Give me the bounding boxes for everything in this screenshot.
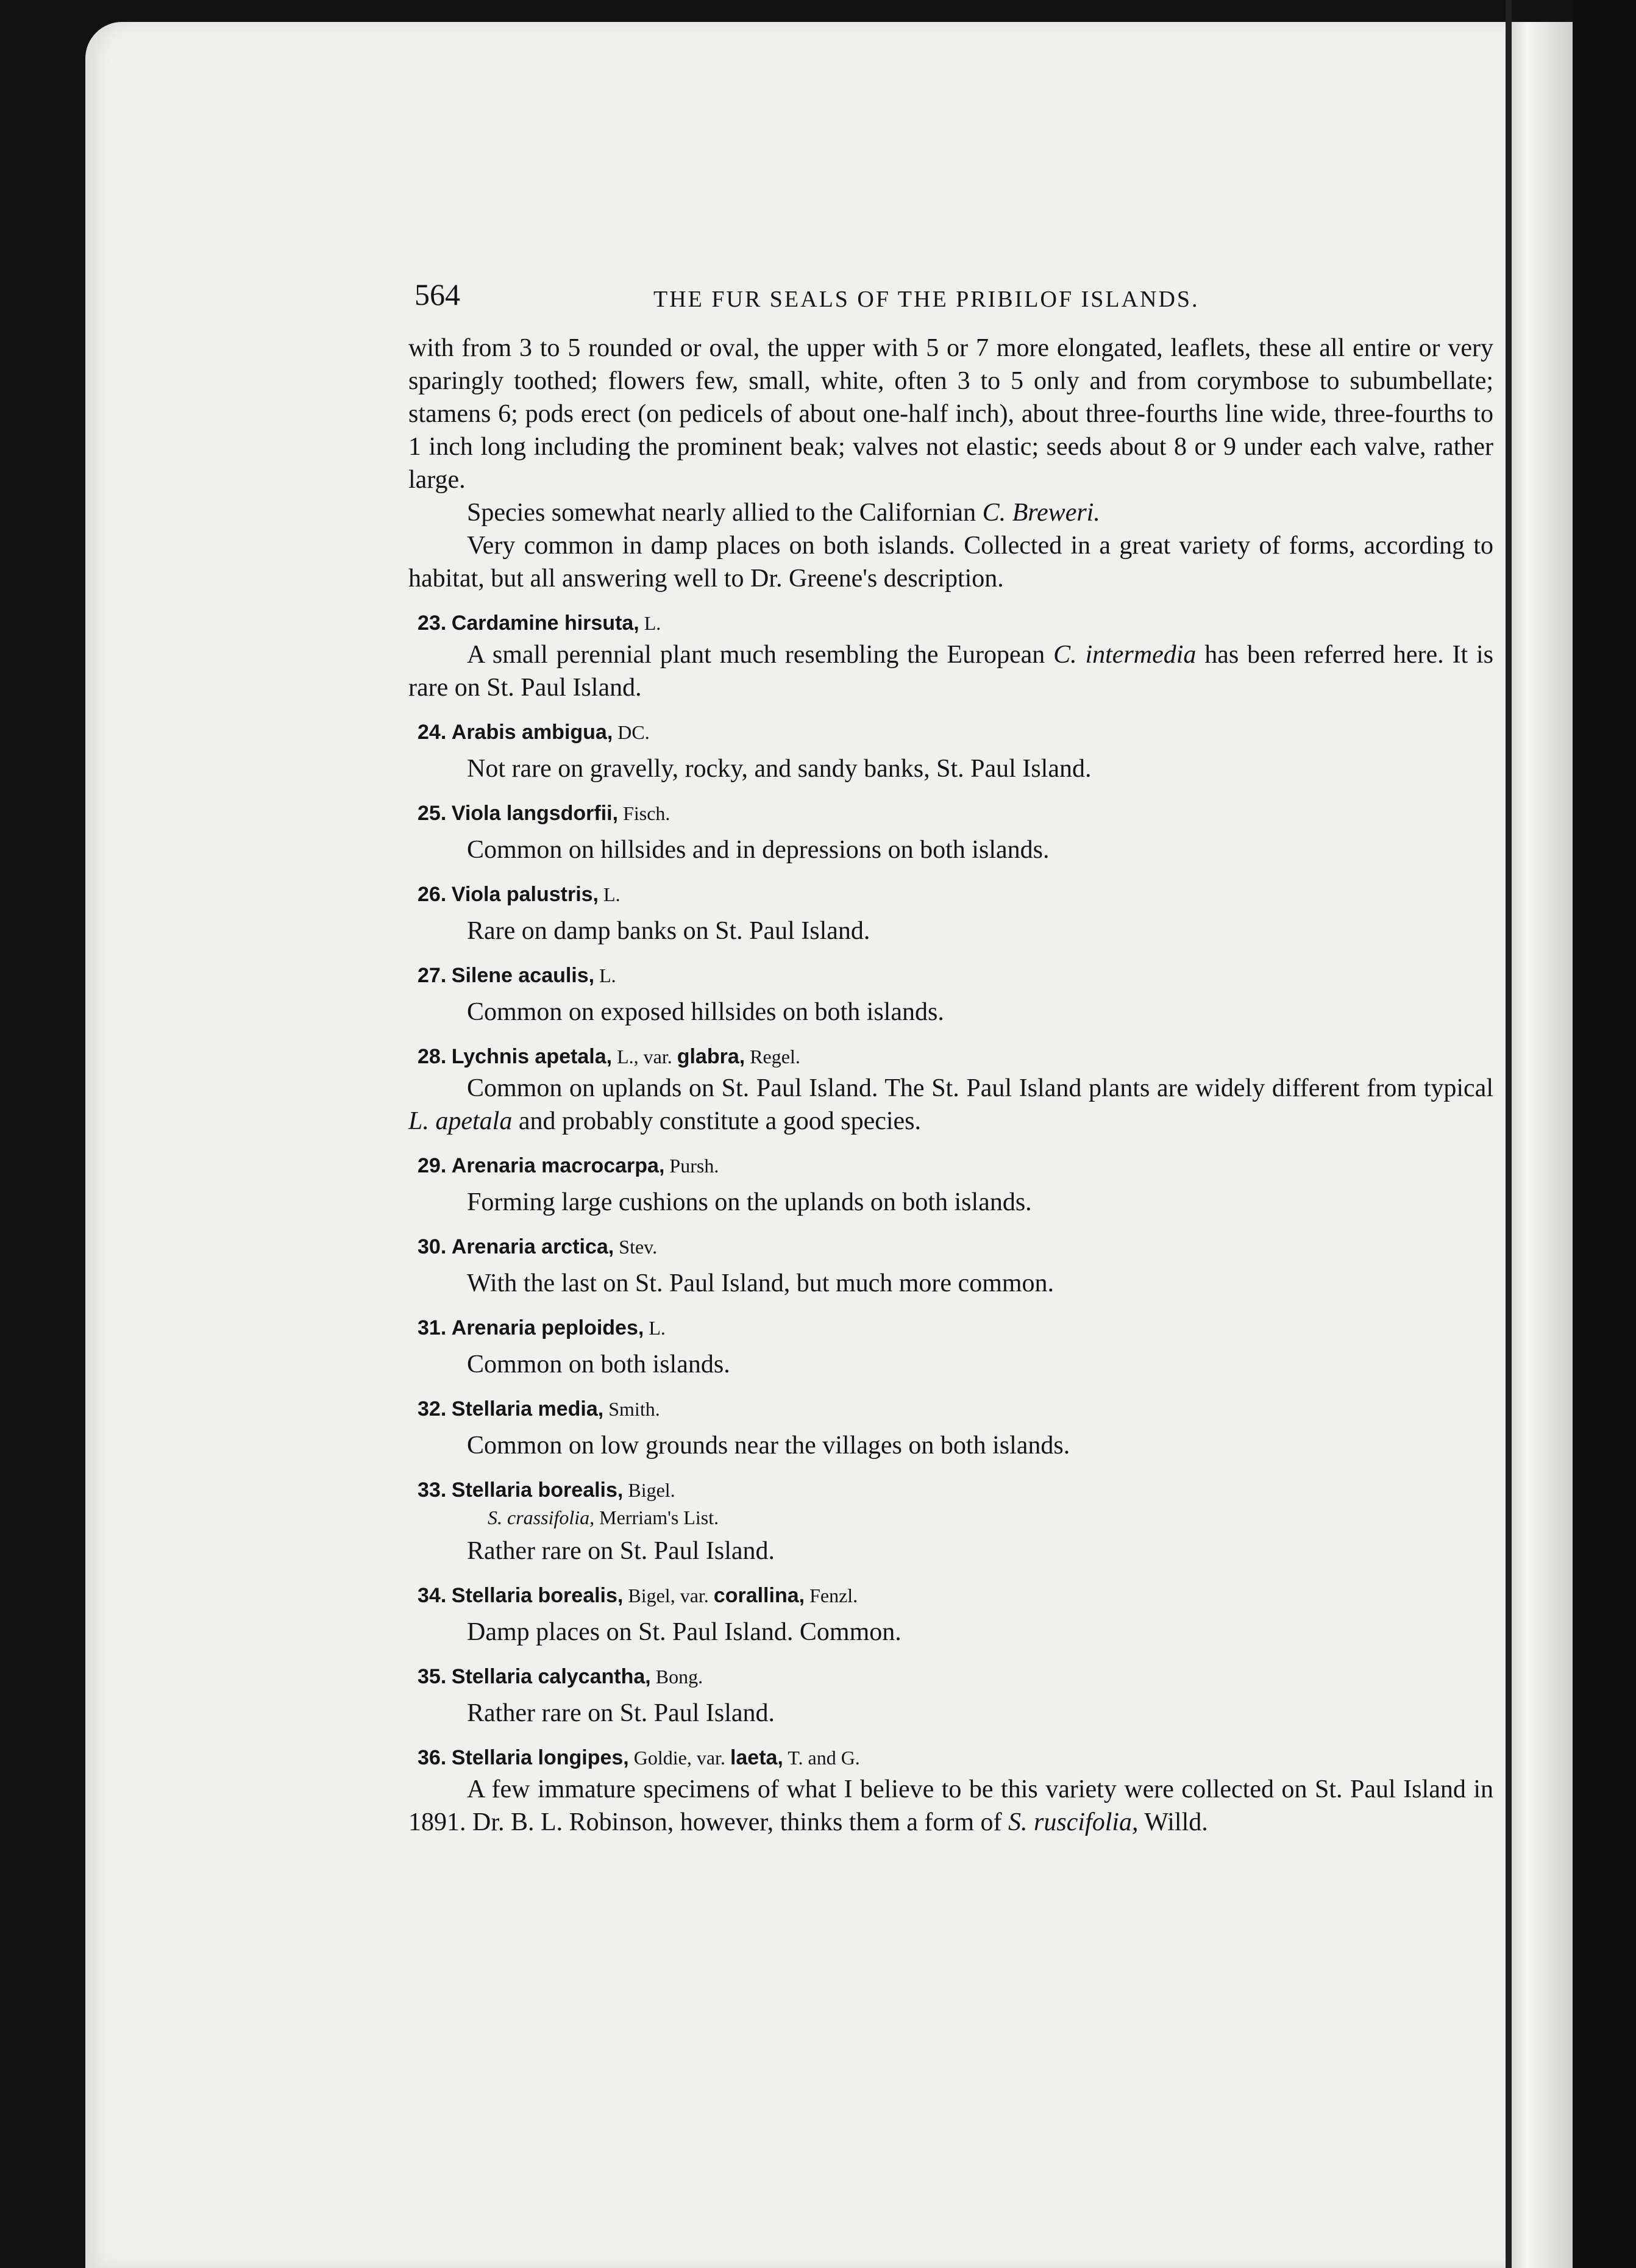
species-heading: 27. Silene acaulis, L. xyxy=(418,964,616,987)
species-entry-31 xyxy=(408,1313,1493,1381)
species-entry-28 xyxy=(408,1042,1493,1138)
species-heading: 32. Stellaria media, Smith. xyxy=(418,1397,660,1421)
species-note: Rather rare on St. Paul Island. xyxy=(467,1537,775,1565)
synonym-line: S. crassifolia, Merriam's List. xyxy=(488,1507,719,1528)
species-note: A small perennial plant much resembling the European C. intermedia has been referred here. It is rare on St. Paul Island. xyxy=(408,641,1494,702)
intro-paragraph-3: Very common in damp places on both islands. Collected in a great variety of forms, according to habitat, but all answering well to Dr. Greene's description. xyxy=(408,532,1493,593)
species-heading: 34. Stellaria borealis, Bigel, var. corallina, Fenzl. xyxy=(418,1584,858,1607)
species-note: Damp places on St. Paul Island. Common. xyxy=(467,1618,902,1646)
species-entry-36 xyxy=(408,1743,1493,1839)
species-heading: 36. Stellaria longipes, Goldie, var. laeta, T. and G. xyxy=(418,1746,860,1769)
page-edge xyxy=(1506,0,1512,2268)
species-note: Common on both islands. xyxy=(467,1350,730,1378)
species-entry-29 xyxy=(408,1151,1493,1219)
running-title: THE FUR SEALS OF THE PRIBILOF ISLANDS. xyxy=(653,287,1200,312)
species-entry-24 xyxy=(408,718,1493,785)
species-note: Rather rare on St. Paul Island. xyxy=(467,1699,775,1727)
species-heading: 35. Stellaria calycantha, Bong. xyxy=(418,1665,703,1688)
page-fold-shadow xyxy=(1512,22,1573,2268)
species-note: Common on exposed hillsides on both islands. xyxy=(467,998,944,1026)
intro-paragraph-1: with from 3 to 5 rounded or oval, the upper with 5 or 7 more elongated, leaflets, these all entire or very sparingly toothed; flowers few, small, white, often 3 to 5 only and from corymbose to subumbellate; stamens 6; pods erect (on pedicels of about one-half inch), about three-fourths line wide, three-fourths to 1 inch long including the prominent beak; valves not elastic; seeds about 8 or 9 under each valve, rather large. xyxy=(408,334,1493,494)
species-heading: 29. Arenaria macrocarpa, Pursh. xyxy=(418,1154,719,1177)
species-note: Common on low grounds near the villages on both islands. xyxy=(467,1432,1070,1460)
species-entry-26 xyxy=(408,880,1493,947)
species-heading: 25. Viola langsdorfii, Fisch. xyxy=(418,802,670,825)
species-note: Forming large cushions on the uplands on both islands. xyxy=(467,1188,1032,1216)
species-heading: 26. Viola palustris, L. xyxy=(418,883,621,906)
species-entry-23 xyxy=(408,608,1493,704)
species-note: A few immature specimens of what I believe to be this variety were collected on St. Paul Island in 1891. Dr. B. L. Robinson, however, thinks them a form of S. ruscifolia, Willd. xyxy=(408,1775,1493,1836)
species-note: Common on hillsides and in depressions on both islands. xyxy=(467,836,1050,864)
species-entry-35 xyxy=(408,1662,1493,1730)
species-entry-25 xyxy=(408,799,1493,866)
species-entry-32 xyxy=(408,1394,1493,1462)
species-note: With the last on St. Paul Island, but much more common. xyxy=(467,1269,1055,1297)
book-page xyxy=(85,22,1573,2268)
species-heading: 28. Lychnis apetala, L., var. glabra, Regel. xyxy=(418,1045,800,1068)
page-header xyxy=(408,278,1493,321)
species-note: Not rare on gravelly, rocky, and sandy banks, St. Paul Island. xyxy=(467,755,1092,783)
species-entry-34 xyxy=(408,1581,1493,1649)
species-entry-27 xyxy=(408,961,1493,1029)
species-heading: 31. Arenaria peploides, L. xyxy=(418,1316,666,1339)
species-note: Rare on damp banks on St. Paul Island. xyxy=(467,917,870,945)
species-note: Common on uplands on St. Paul Island. The St. Paul Island plants are widely different from typical L. apetala and probably constitute a good species. xyxy=(408,1074,1493,1135)
page-number: 564 xyxy=(414,277,460,312)
species-heading: 30. Arenaria arctica, Stev. xyxy=(418,1235,658,1258)
species-heading: 24. Arabis ambigua, DC. xyxy=(418,721,650,744)
species-entry-33 xyxy=(408,1475,1493,1567)
scan-margin-right xyxy=(1573,0,1636,2268)
intro-paragraph-2: Species somewhat nearly allied to the Californian C. Breweri. xyxy=(467,499,1100,527)
species-heading: 33. Stellaria borealis, Bigel. xyxy=(418,1478,675,1502)
page-content xyxy=(408,278,1493,1839)
species-entry-30 xyxy=(408,1232,1493,1300)
species-heading: 23. Cardamine hirsuta, L. xyxy=(418,612,661,635)
